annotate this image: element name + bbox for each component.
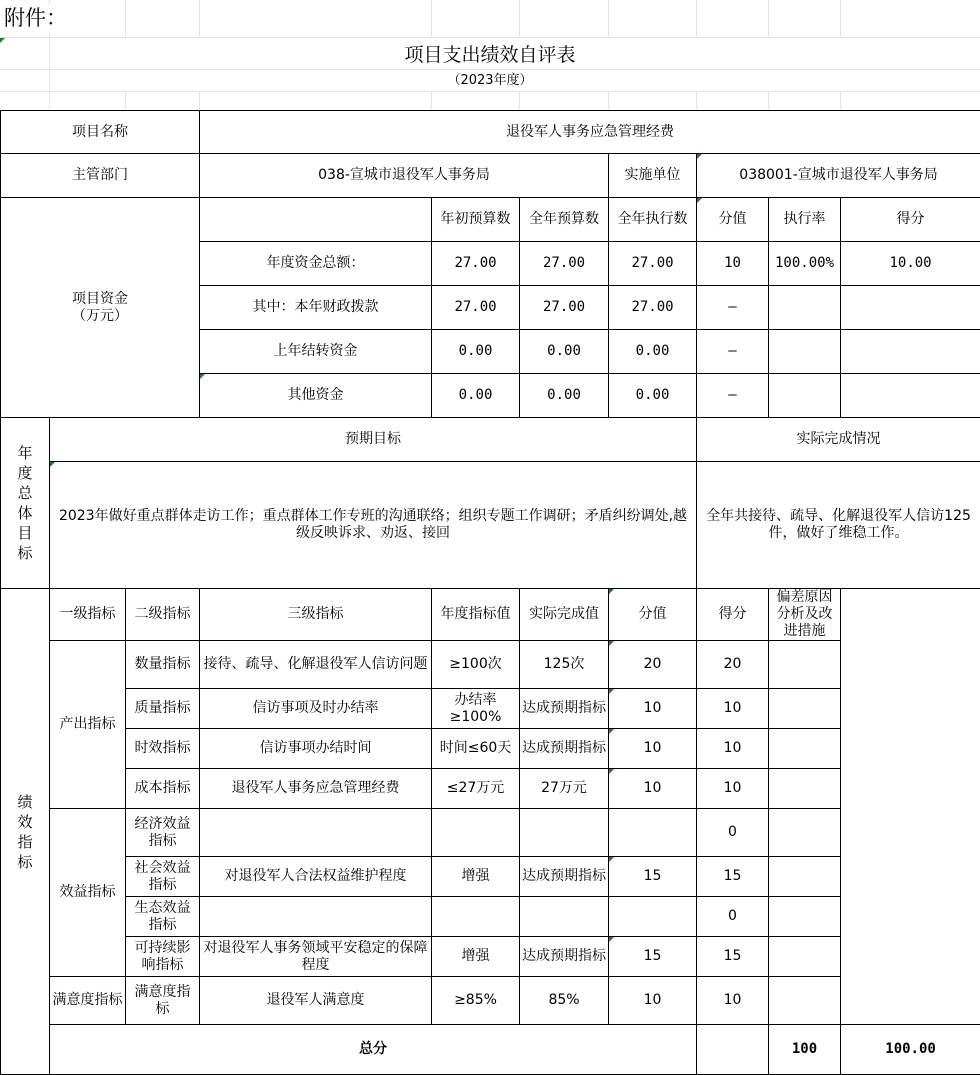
total-label: 总分: [50, 1025, 697, 1075]
funds-header-row: [1, 198, 980, 242]
department-value: 038-宣城市退役军人事务局: [200, 154, 609, 198]
funds-executed: 27.00: [609, 242, 697, 286]
indicator-level2: 经济效益指标: [126, 809, 200, 857]
indicator-level3: [200, 897, 432, 937]
gridline: [840, 91, 841, 110]
gridline: [608, 91, 609, 110]
indicator-level2: 生态效益指标: [126, 897, 200, 937]
indicator-target: 增强: [432, 937, 520, 977]
gridline: [0, 37, 980, 38]
indicator-score: 10: [697, 977, 769, 1025]
indicator-target: 办结率≥100%: [432, 689, 520, 729]
indicator-score: 0: [697, 897, 769, 937]
funds-initial: 27.00: [432, 242, 520, 286]
gridline: [0, 91, 980, 92]
funds-header-initial: 年初预算数: [432, 198, 520, 242]
indicator-row: [1, 729, 980, 769]
funds-header-blank: [200, 198, 432, 242]
indicator-score-value: [609, 897, 697, 937]
goals-label: 年度总体目标: [1, 418, 50, 589]
goals-expected-header: 预期目标: [50, 418, 697, 462]
indicator-actual: 达成预期指标: [520, 729, 609, 769]
indicators-header-level2: 二级指标: [126, 589, 200, 641]
indicator-target: 增强: [432, 857, 520, 897]
funds-rate: [769, 330, 841, 374]
gridline: [199, 0, 200, 37]
funds-header-rate: 执行率: [769, 198, 841, 242]
funds-row-label: 其他资金: [200, 374, 432, 418]
indicator-level3: 接待、疏导、化解退役军人信访问题: [200, 641, 432, 689]
indicator-note: [769, 769, 841, 809]
indicator-score-value: 10: [609, 769, 697, 809]
gridline: [696, 91, 697, 110]
indicators-header-score: 得分: [697, 589, 769, 641]
gridline: [125, 0, 126, 37]
indicator-note: [769, 729, 841, 769]
funds-annual: 0.00: [520, 330, 609, 374]
funds-score: [841, 374, 980, 418]
indicator-level3: 退役军人满意度: [200, 977, 432, 1025]
goals-actual-header: 实际完成情况: [697, 418, 980, 462]
indicator-note: [769, 857, 841, 897]
total-score: 100.00: [841, 1025, 980, 1075]
indicator-group-satisfaction: 满意度指标: [50, 977, 126, 1025]
indicator-row: [1, 769, 980, 809]
indicator-note: [769, 977, 841, 1025]
indicator-row: [1, 937, 980, 977]
implementing-unit-value: 038001-宣城市退役军人事务局: [697, 154, 980, 198]
gridline: [840, 0, 841, 37]
indicator-target: ≥85%: [432, 977, 520, 1025]
indicators-header-level1: 一级指标: [50, 589, 126, 641]
funds-annual: 27.00: [520, 242, 609, 286]
attachment-label: 附件：: [4, 4, 71, 32]
indicator-actual: 27万元: [520, 769, 609, 809]
indicator-row: [1, 897, 980, 937]
indicator-score: 10: [697, 729, 769, 769]
project-name-value: 退役军人事务应急管理经费: [200, 111, 980, 154]
indicator-target: ≤27万元: [432, 769, 520, 809]
funds-row-label: 年度资金总额：: [200, 242, 432, 286]
indicators-header-note: 偏差原因分析及改进措施: [769, 589, 841, 641]
indicator-actual: 达成预期指标: [520, 689, 609, 729]
gridline: [125, 91, 126, 110]
indicators-header-actual: 实际完成值: [520, 589, 609, 641]
funds-score-value: –: [697, 374, 769, 418]
indicator-row: [1, 857, 980, 897]
indicator-row: [1, 809, 980, 857]
indicator-level2: 成本指标: [126, 769, 200, 809]
goals-expected-text: 2023年做好重点群体走访工作；重点群体工作专班的沟通联络；组织专题工作调研；矛盾纠纷调处,越级反映诉求、劝返、接回: [50, 462, 697, 589]
indicator-score-value: 15: [609, 937, 697, 977]
funds-row-label: 其中：本年财政拨款: [200, 286, 432, 330]
funds-executed: 0.00: [609, 374, 697, 418]
indicators-header-level3: 三级指标: [200, 589, 432, 641]
indicator-actual: [520, 809, 609, 857]
indicator-group-output: 产出指标: [50, 641, 126, 809]
funds-initial: 0.00: [432, 330, 520, 374]
funds-rate: [769, 286, 841, 330]
gridline: [519, 91, 520, 110]
funds-initial: 27.00: [432, 286, 520, 330]
indicator-score-value: 15: [609, 857, 697, 897]
indicator-level3: [200, 809, 432, 857]
indicator-score-value: [609, 809, 697, 857]
goals-content-row: [1, 462, 980, 589]
gridline: [768, 91, 769, 110]
indicator-note: [769, 897, 841, 937]
department-label: 主管部门: [1, 154, 200, 198]
funds-header-executed: 全年执行数: [609, 198, 697, 242]
indicator-score-value: 10: [609, 689, 697, 729]
funds-initial: 0.00: [432, 374, 520, 418]
funds-executed: 27.00: [609, 286, 697, 330]
indicator-note: [769, 689, 841, 729]
gridline: [199, 91, 200, 110]
funds-header-annual: 全年预算数: [520, 198, 609, 242]
funds-score-value: 10: [697, 242, 769, 286]
indicator-actual: 达成预期指标: [520, 937, 609, 977]
indicator-level3: 对退役军人合法权益维护程度: [200, 857, 432, 897]
gridline: [0, 69, 980, 70]
gridline: [768, 0, 769, 37]
funds-score-value: –: [697, 286, 769, 330]
indicator-level2: 质量指标: [126, 689, 200, 729]
funds-score-value: –: [697, 330, 769, 374]
indicator-actual: [520, 897, 609, 937]
funds-rate: 100.00%: [769, 242, 841, 286]
indicator-row: [1, 641, 980, 689]
indicator-level3: 信访事项办结时间: [200, 729, 432, 769]
indicator-target: ≥100次: [432, 641, 520, 689]
indicator-target: [432, 897, 520, 937]
indicator-score: 20: [697, 641, 769, 689]
indicator-group-benefit: 效益指标: [50, 809, 126, 977]
funds-executed: 0.00: [609, 330, 697, 374]
indicators-header-score-value: 分值: [609, 589, 697, 641]
funds-rate: [769, 374, 841, 418]
gridline: [431, 91, 432, 110]
indicators-header-target: 年度指标值: [432, 589, 520, 641]
implementing-unit-label: 实施单位: [609, 154, 697, 198]
total-blank: [697, 1025, 769, 1075]
indicator-score-value: 20: [609, 641, 697, 689]
funds-annual: 27.00: [520, 286, 609, 330]
indicators-header-row: [1, 589, 980, 641]
indicator-target: [432, 809, 520, 857]
indicator-score: 10: [697, 689, 769, 729]
indicator-level2: 社会效益指标: [126, 857, 200, 897]
gridline: [696, 0, 697, 37]
total-row: [1, 1025, 980, 1075]
department-row: [1, 154, 980, 198]
funds-score: [841, 330, 980, 374]
funds-annual: 0.00: [520, 374, 609, 418]
indicator-score-value: 10: [609, 977, 697, 1025]
evaluation-table: [0, 110, 980, 1075]
indicator-note: [769, 809, 841, 857]
indicator-score: 10: [697, 769, 769, 809]
indicator-score: 15: [697, 857, 769, 897]
indicator-row: [1, 977, 980, 1025]
indicators-label: 绩效指标: [1, 589, 50, 1075]
funds-label: 项目资金 （万元）: [1, 198, 200, 418]
indicator-level2: 可持续影响指标: [126, 937, 200, 977]
indicator-score: 15: [697, 937, 769, 977]
goals-actual-text: 全年共接待、疏导、化解退役军人信访125件，做好了维稳工作。: [697, 462, 980, 589]
page-title: 项目支出绩效自评表: [0, 41, 980, 69]
funds-score: [841, 286, 980, 330]
indicator-level3: 对退役军人事务领域平安稳定的保障程度: [200, 937, 432, 977]
indicator-level3: 退役军人事务应急管理经费: [200, 769, 432, 809]
funds-score: 10.00: [841, 242, 980, 286]
gridline: [49, 91, 50, 110]
indicator-score-value: 10: [609, 729, 697, 769]
indicator-level2: 满意度指标: [126, 977, 200, 1025]
indicator-level2: 数量指标: [126, 641, 200, 689]
funds-row-label: 上年结转资金: [200, 330, 432, 374]
total-score-value: 100: [769, 1025, 841, 1075]
gridline: [519, 0, 520, 37]
goals-header-row: [1, 418, 980, 462]
indicator-actual: 达成预期指标: [520, 857, 609, 897]
indicator-level2: 时效指标: [126, 729, 200, 769]
page-subtitle-year: （2023年度）: [0, 71, 980, 91]
indicator-row: [1, 689, 980, 729]
funds-header-score: 得分: [841, 198, 980, 242]
project-name-row: [1, 111, 980, 154]
indicator-score: 0: [697, 809, 769, 857]
indicator-target: 时间≤60天: [432, 729, 520, 769]
gridline: [608, 0, 609, 37]
indicator-actual: 125次: [520, 641, 609, 689]
funds-header-score-value: 分值: [697, 198, 769, 242]
gridline: [431, 0, 432, 37]
indicator-actual: 85%: [520, 977, 609, 1025]
indicator-level3: 信访事项及时办结率: [200, 689, 432, 729]
indicator-note: [769, 641, 841, 689]
project-name-label: 项目名称: [1, 111, 200, 154]
indicator-note: [769, 937, 841, 977]
